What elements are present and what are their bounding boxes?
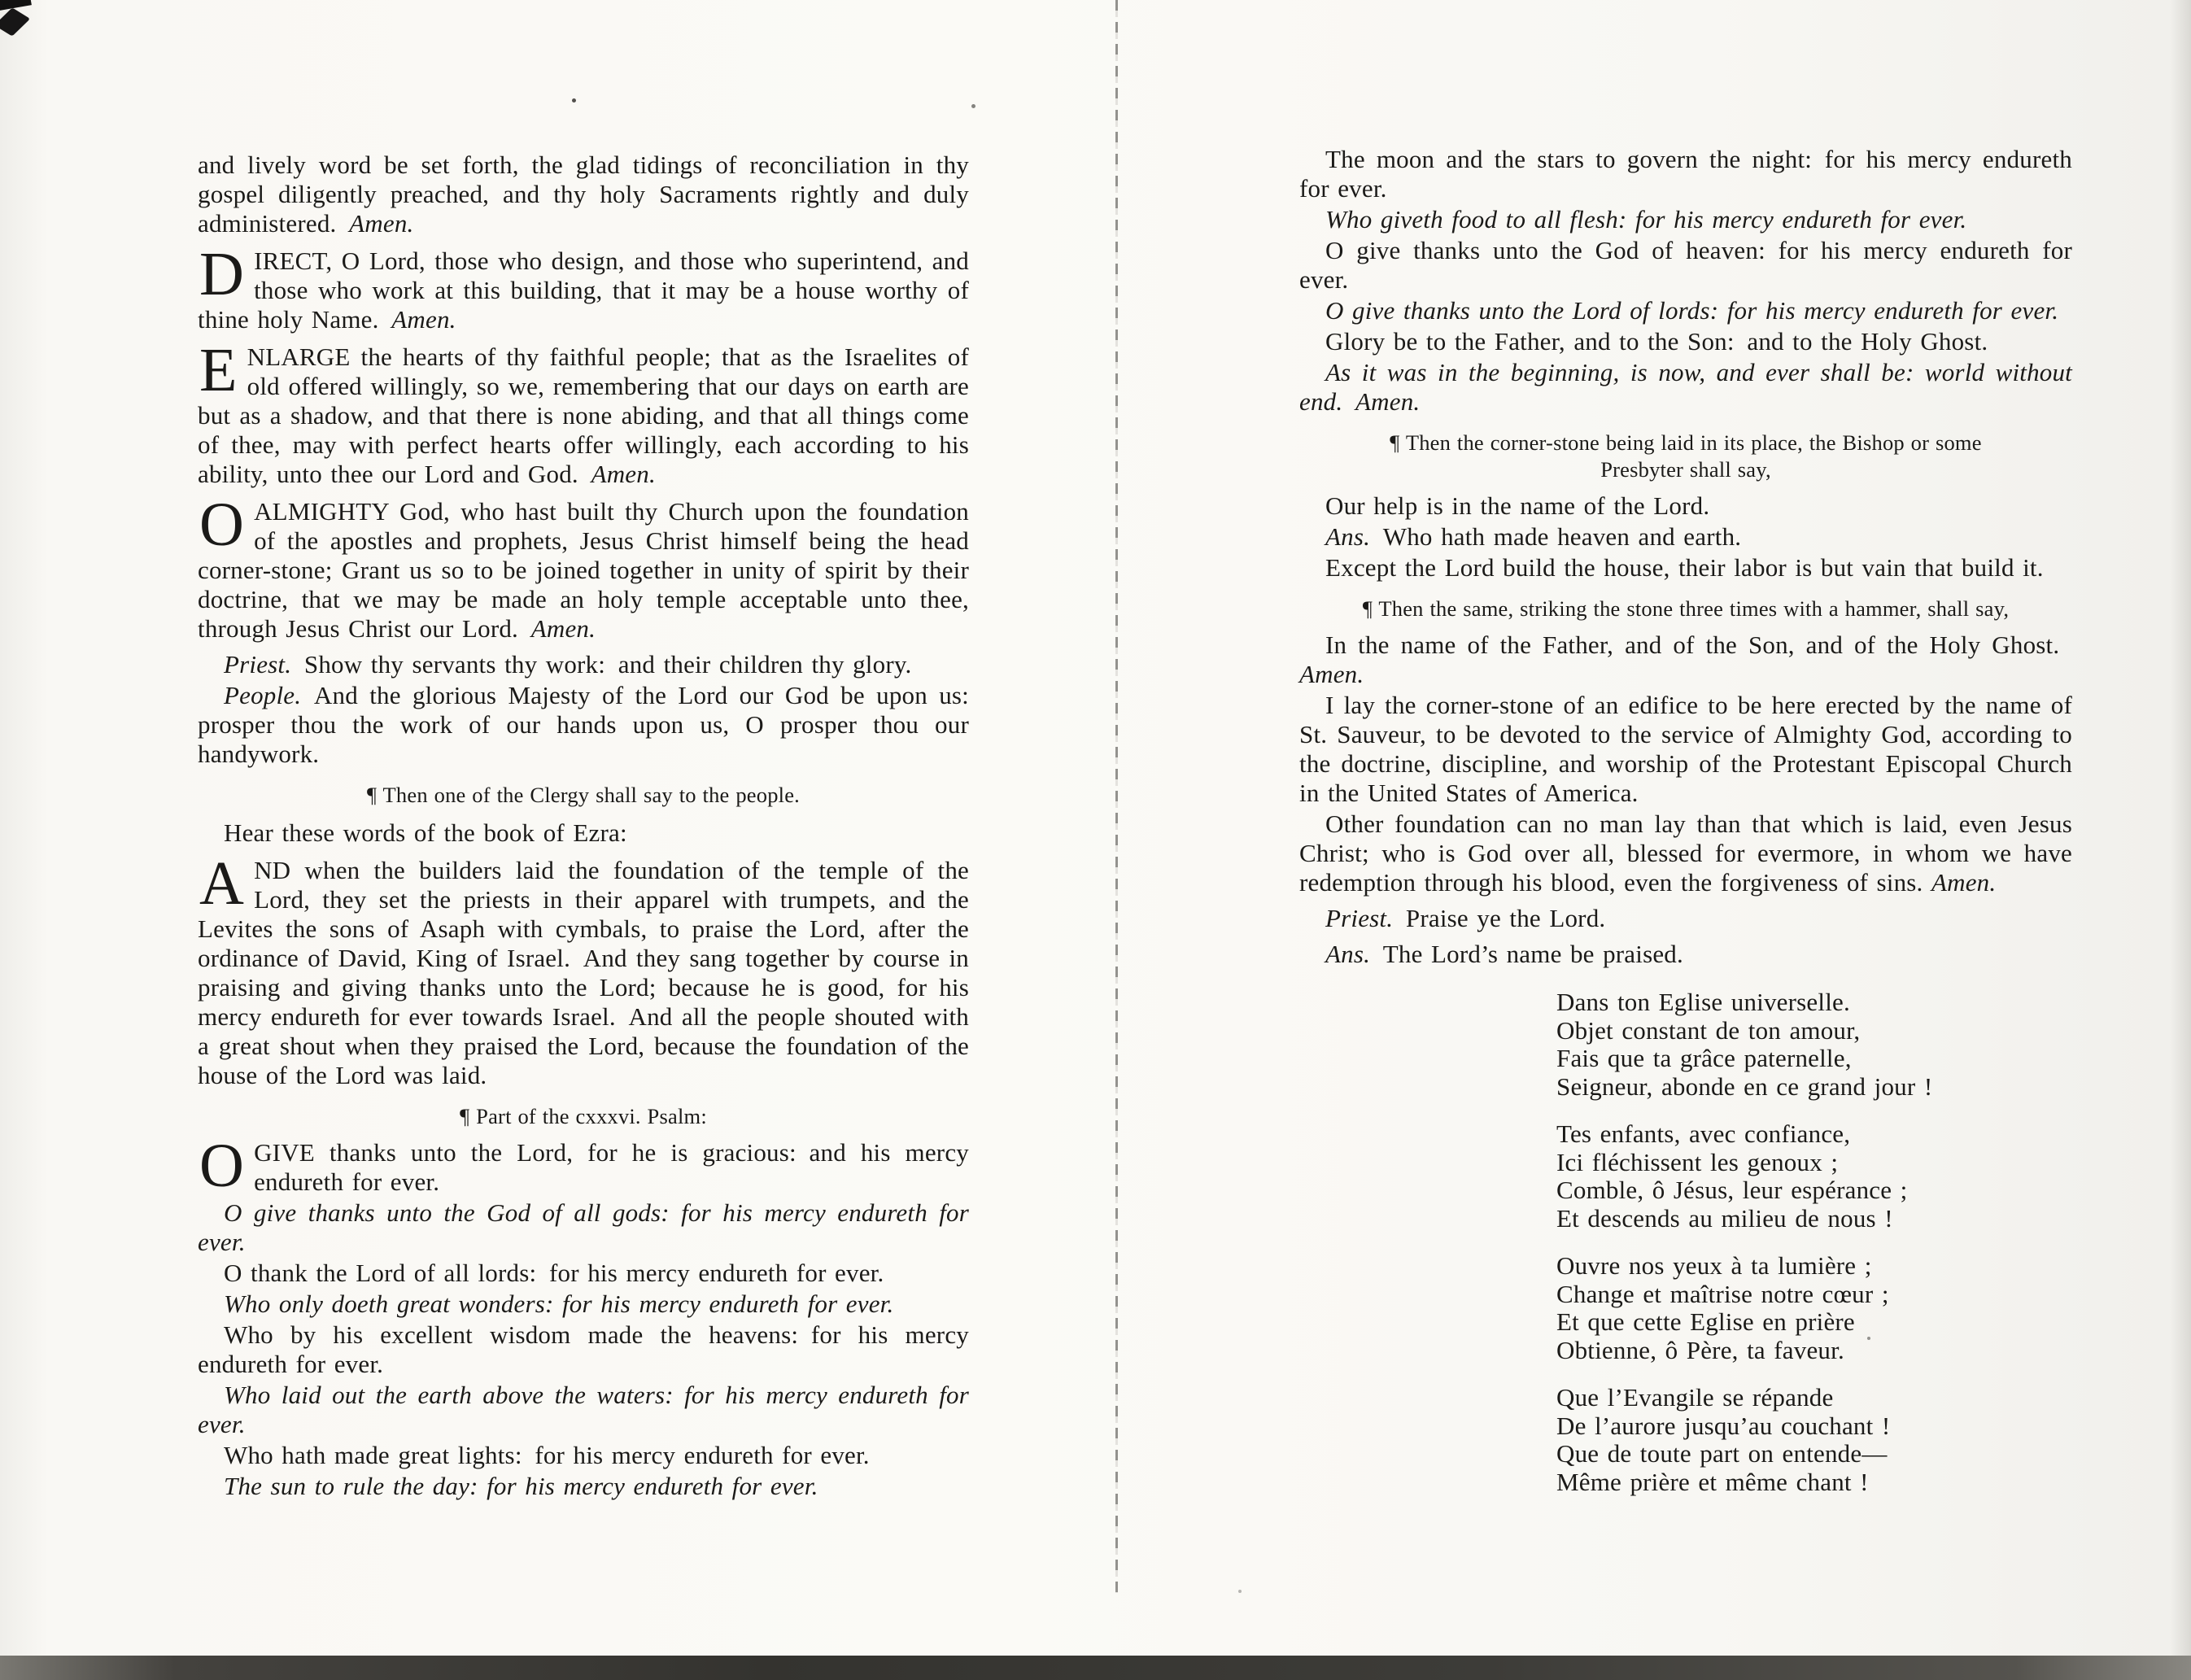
paragraph: [1299, 236, 2072, 295]
scan-speck: [1238, 1590, 1242, 1593]
italic-text-run: Amen.: [591, 460, 656, 488]
text-run: Other foundation can no man lay than that which is laid, even Jesus Christ; who is God over all, blessed for evermore, in whom we have redemption through his blood, even the forgiveness of sins.: [1299, 809, 2072, 897]
text-run: ¶ Then the corner-stone being laid in its place, the Bishop or some Presbyter shall say,: [1390, 430, 1982, 482]
text-run: ALMIGHTY God, who hast built thy Church upon the foundation of the apostles and prophets, Jesus Christ himself being the head corner-stone; Grant us so to be joined together in unity of spirit by their doctrine, that we may be made an holy temple acceptable unto thee, through Jesus Christ our Lord.: [198, 497, 969, 643]
text-run: Who by his excellent wisdom made the heavens: for his mercy endureth for ever.: [198, 1320, 969, 1378]
drop-cap-initial: E: [199, 336, 238, 404]
stanza-line: Tes enfants, avec confiance,: [1556, 1119, 1851, 1148]
scan-right-edge-shadow: [2170, 0, 2191, 1680]
text-run: Except the Lord build the house, their labor is but vain that build it.: [1325, 553, 2044, 582]
text-run: ND when the builders laid the foundation of the temple of the Lord, they set the priests in their apparel with trumpets, and the Levites the sons of Asaph with cymbals, to praise the Lord, after the ordinance of David, King of Israel. And they sang together by course in praising and giving thanks unto the Lord; because he is good, for his mercy endureth for ever towards Israel. And all the people shouted with a great shout when they praised the Lord, because the foundation of the house of the Lord was laid.: [198, 856, 969, 1089]
text-run: And the glorious Majesty of the Lord our God be upon us: prosper thou the work of our hands upon us, O prosper thou our handywork.: [198, 681, 969, 768]
stanza-line: Même prière et même chant !: [1556, 1467, 1869, 1496]
paragraph: [1299, 205, 2072, 234]
italic-text-run: O give thanks unto the Lord of lords: for his mercy endureth for ever.: [1325, 296, 2059, 325]
rubric: [198, 782, 969, 809]
hymn-stanza: [1556, 1384, 2072, 1496]
stanza-line: Que l’Evangile se répande: [1556, 1383, 1834, 1412]
text-run: I lay the corner-stone of an edifice to be here erected by the name of St. Sauveur, to be devoted to the service of Almighty God, according to the doctrine, discipline, and worship of the Protestant Episcopal Church in the United States of America.: [1299, 691, 2072, 807]
paragraph: [1299, 358, 2072, 417]
paragraph: [1299, 491, 2072, 521]
paragraph: [198, 818, 969, 848]
text-run: The Lord’s name be praised.: [1370, 940, 1683, 968]
italic-text-run: O give thanks unto the God of all gods: for his mercy endureth for ever.: [198, 1198, 969, 1256]
stanza-line: Fais que ta grâce paternelle,: [1556, 1044, 1852, 1072]
text-run: Glory be to the Father, and to the Son: and to the Holy Ghost.: [1325, 327, 1988, 356]
text-run: Show thy servants thy work: and their children thy glory.: [291, 650, 912, 679]
paragraph: [198, 336, 969, 489]
scanner-bottom-edge-bar: [0, 1656, 2191, 1680]
paragraph: [198, 1289, 969, 1319]
scan-speck: [971, 104, 975, 108]
scan-speck: [572, 98, 576, 103]
paragraph: [198, 1381, 969, 1439]
italic-text-run: As it was in the beginning, is now, and ever shall be: world without end. Amen.: [1299, 358, 2072, 416]
stanza-line: Objet constant de ton amour,: [1556, 1015, 1861, 1045]
italic-text-run: Amen.: [349, 209, 414, 238]
text-run: In the name of the Father, and of the Son, and of the Holy Ghost.: [1325, 631, 2072, 659]
paragraph: [198, 849, 969, 1090]
paragraph: [198, 681, 969, 769]
text-run: ¶ Then one of the Clergy shall say to the people.: [366, 783, 800, 807]
text-run: O thank the Lord of all lords: for his mercy endureth for ever.: [224, 1259, 884, 1287]
paragraph: [1299, 631, 2072, 689]
text-run: NLARGE the hearts of thy faithful people; that as the Israelites of old offered willingly, so we, remembering that our days on earth are but as a shadow, and that there is none abiding, and that all things come of thee, may with perfect hearts offer willingly, each according to his ability, unto thee our Lord and God.: [198, 343, 969, 488]
italic-text-run: Amen.: [391, 305, 456, 334]
paragraph: [198, 1441, 969, 1470]
italic-text-run: Who only doeth great wonders: for his mercy endureth for ever.: [224, 1289, 894, 1318]
hymn-stanza: [1556, 988, 2072, 1101]
paragraph: [1299, 522, 2072, 552]
text-run: Hear these words of the book of Ezra:: [224, 818, 627, 847]
stanza-line: Dans ton Eglise universelle.: [1556, 988, 1850, 1016]
drop-cap-initial: O: [199, 491, 245, 559]
paragraph: [198, 491, 969, 644]
paragraph: [198, 650, 969, 679]
paragraph: [198, 1320, 969, 1379]
text-run: Who hath made heaven and earth.: [1370, 522, 1742, 551]
paragraph: [1299, 904, 2072, 933]
italic-text-run: People.: [224, 681, 302, 709]
paragraph: [1299, 809, 2072, 897]
italic-text-run: Priest.: [1325, 904, 1394, 932]
stanza-line: Et que cette Eglise en prière: [1556, 1307, 1855, 1336]
drop-cap-initial: A: [199, 849, 245, 918]
paragraph: [1299, 327, 2072, 356]
paragraph: [1299, 553, 2072, 583]
drop-cap-initial: O: [199, 1132, 245, 1200]
stanza-line: Change et maîtrise notre cœur ;: [1556, 1279, 1889, 1308]
italic-text-run: Who giveth food to all flesh: for his mercy endureth for ever.: [1325, 205, 1967, 233]
italic-text-run: Amen.: [1931, 868, 1997, 897]
text-run: and lively word be set forth, the glad tidings of reconciliation in thy gospel diligently preached, and thy holy Sacraments rightly and duly administered.: [198, 151, 969, 238]
rubric: [1361, 430, 2010, 483]
left-page-text-column: [198, 149, 969, 1503]
text-run: Praise ye the Lord.: [1393, 904, 1606, 932]
paragraph: [198, 240, 969, 334]
italic-text-run: Amen.: [530, 614, 596, 643]
italic-text-run: Priest.: [224, 650, 292, 679]
paragraph: [1299, 145, 2072, 203]
italic-text-run: Amen.: [1299, 660, 1364, 688]
paragraph: [198, 1132, 969, 1200]
stanza-line: Ici fléchissent les genoux ;: [1556, 1147, 1839, 1176]
hymn-stanza: [1556, 1252, 2072, 1364]
rubric: [198, 1103, 969, 1130]
text-run: O give thanks unto the God of heaven: for his mercy endureth for ever.: [1299, 236, 2072, 294]
stanza-line: De l’aurore jusqu’au couchant !: [1556, 1411, 1891, 1440]
italic-text-run: Ans.: [1325, 522, 1371, 551]
rubric: [1299, 596, 2072, 622]
page-gutter-fold-line: [1115, 0, 1118, 1593]
text-run: Our help is in the name of the Lord.: [1325, 491, 1710, 520]
scan-corner-mark: [0, 7, 30, 36]
paragraph: [198, 1259, 969, 1288]
paragraph: [198, 1198, 969, 1257]
text-run: Who hath made great lights: for his mercy endureth for ever.: [224, 1441, 870, 1469]
stanza-line: Seigneur, abonde en ce grand jour !: [1556, 1071, 1933, 1101]
hymn-stanza: [1556, 1120, 2072, 1233]
paragraph: [198, 1472, 969, 1501]
stanza-line: Obtienne, ô Père, ta faveur.: [1556, 1335, 1844, 1364]
text-run: ¶ Then the same, striking the stone three times with a hammer, shall say,: [1362, 596, 2010, 621]
stanza-line: Que de toute part on entende—: [1556, 1439, 1888, 1468]
paragraph: [1299, 691, 2072, 808]
text-run: IRECT, O Lord, those who design, and those who superintend, and those who work at this building, that it may be a house worthy of thine holy Name.: [198, 247, 969, 334]
italic-text-run: The sun to rule the day: for his mercy endureth for ever.: [224, 1472, 818, 1500]
stanza-line: Ouvre nos yeux à ta lumière ;: [1556, 1251, 1872, 1280]
drop-cap-initial: D: [199, 240, 245, 308]
paragraph: [198, 151, 969, 238]
text-run: ¶ Part of the cxxxvi. Psalm:: [460, 1104, 707, 1128]
paragraph: [1299, 296, 2072, 325]
right-page-text-column: [1299, 143, 2072, 1496]
stanza-line: Et descends au milieu de nous !: [1556, 1203, 1893, 1233]
italic-text-run: Ans.: [1325, 940, 1371, 968]
text-run: The moon and the stars to govern the night: for his mercy endureth for ever.: [1299, 145, 2072, 203]
stanza-line: Comble, ô Jésus, leur espérance ;: [1556, 1176, 1908, 1204]
paragraph: [1299, 940, 2072, 969]
text-run: GIVE thanks unto the Lord, for he is gracious: and his mercy endureth for ever.: [254, 1138, 969, 1196]
italic-text-run: Who laid out the earth above the waters: for his mercy endureth for ever.: [198, 1381, 969, 1438]
